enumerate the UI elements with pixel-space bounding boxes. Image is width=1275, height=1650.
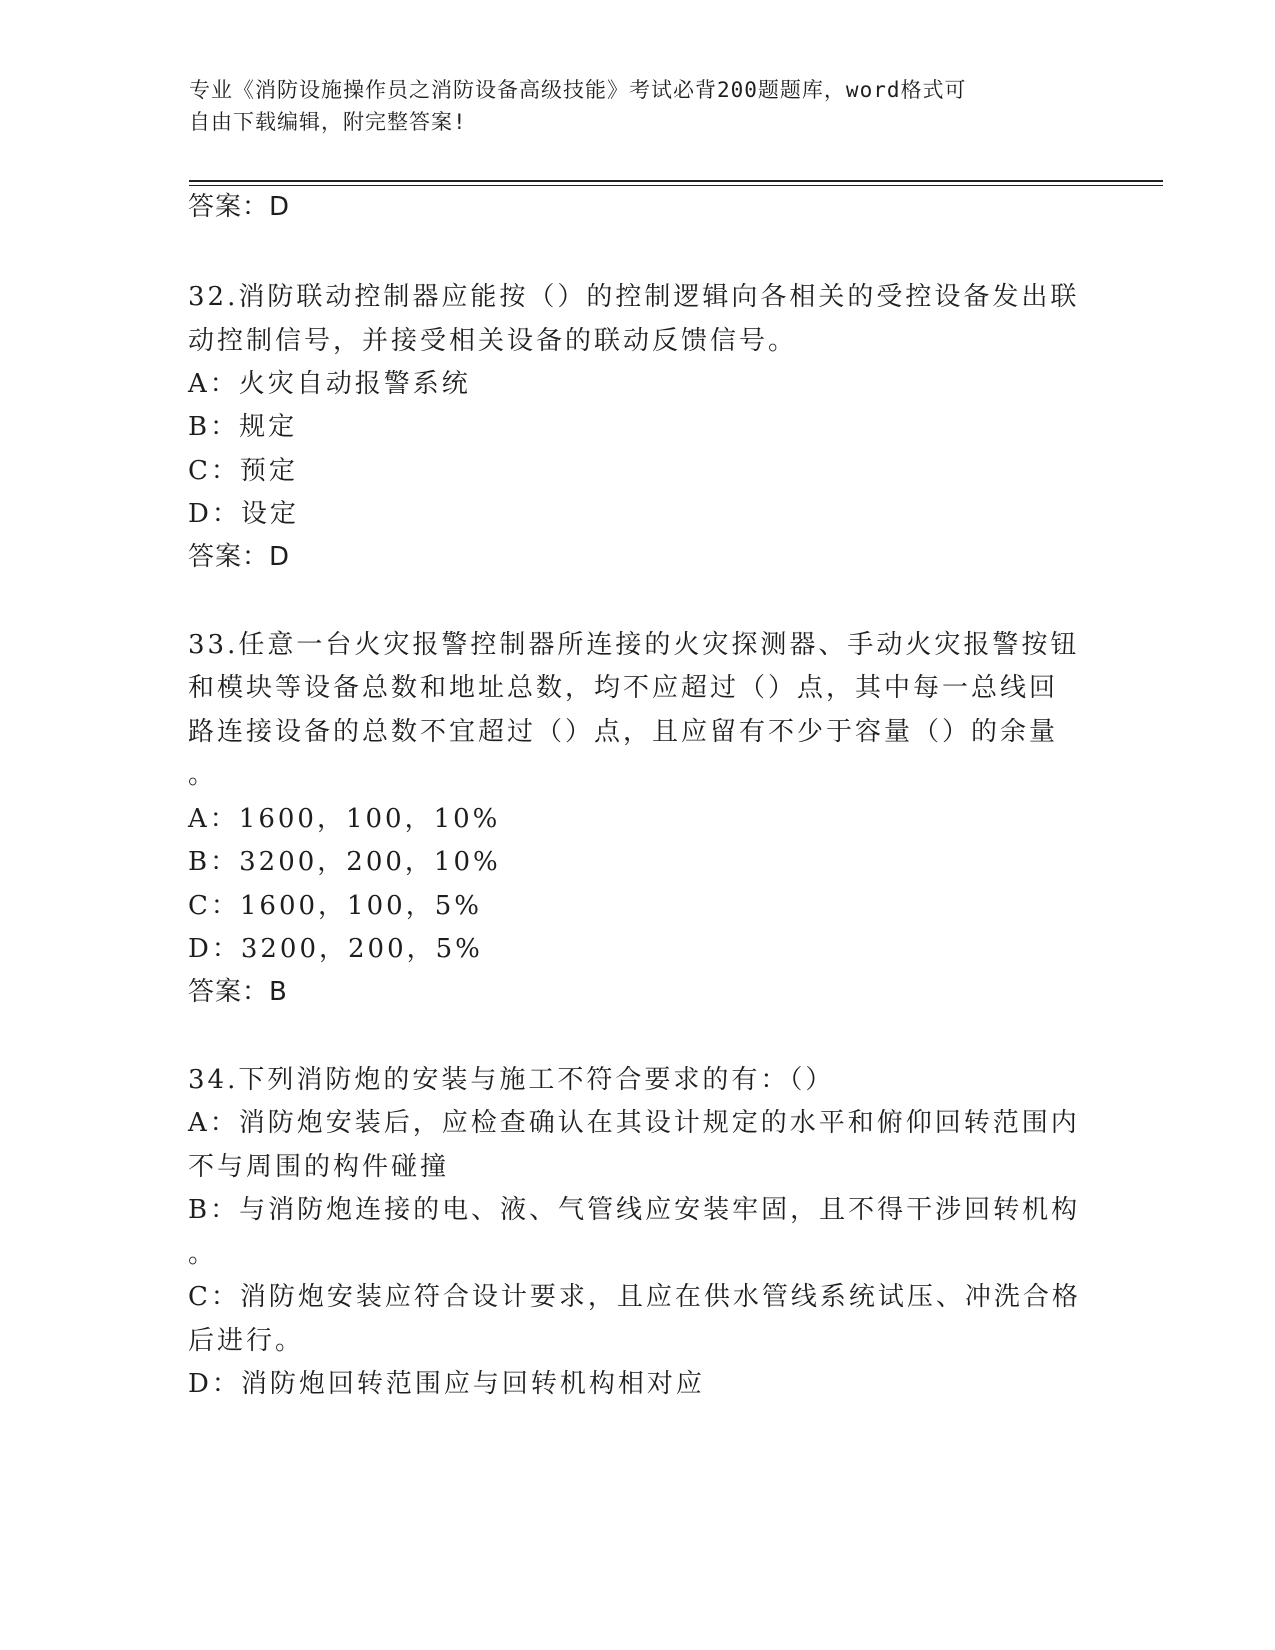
question-33-option-b: B：3200，200，10% (188, 847, 501, 877)
question-33-stem-line-1: 33.任意一台火灾报警控制器所连接的火灾探测器、手动火灾报警按钮 (188, 630, 1080, 660)
question-33-option-d: D：3200，200，5% (188, 934, 483, 964)
answer-31: 答案：D (188, 192, 291, 222)
question-32-stem-line-1: 32.消防联动控制器应能按（）的控制逻辑向各相关的受控设备发出联 (188, 282, 1080, 312)
question-33-stem-line-3: 路连接设备的总数不宜超过（）点，且应留有不少于容量（）的余量 (188, 717, 1059, 747)
document-header (189, 74, 1069, 138)
header-divider-thin (189, 185, 1163, 186)
question-34-option-d: D：消防炮回转范围应与回转机构相对应 (188, 1369, 705, 1399)
question-34-option-a-line-2: 不与周围的构件碰撞 (188, 1152, 450, 1182)
question-32-option-d: D：设定 (188, 499, 299, 529)
question-34-option-b-line-2: 。 (188, 1239, 218, 1269)
question-34-option-b-line-1: B：与消防炮连接的电、液、气管线应安装牢固，且不得干涉回转机构 (188, 1195, 1081, 1225)
question-32-option-b: B：规定 (188, 412, 298, 442)
question-33-option-c: C：1600，100，5% (188, 891, 482, 921)
question-34-stem-line-1: 34.下列消防炮的安装与施工不符合要求的有：（） (188, 1065, 835, 1095)
question-33-stem-line-4: 。 (188, 760, 218, 790)
question-32-stem-line-2: 动控制信号，并接受相关设备的联动反馈信号。 (188, 326, 798, 356)
header-line-1: 专业《消防设施操作员之消防设备高级技能》考试必背200题题库，word格式可 (189, 78, 967, 102)
question-33-option-a: A：1600，100，10% (188, 804, 501, 834)
question-32-answer: 答案：D (188, 542, 291, 572)
question-34-option-c-line-1: C：消防炮安装应符合设计要求，且应在供水管线系统试压、冲洗合格 (188, 1282, 1081, 1312)
question-33-stem-line-2: 和模块等设备总数和地址总数，均不应超过（）点，其中每一总线回 (188, 673, 1059, 703)
question-34-option-a-line-1: A：消防炮安装后，应检查确认在其设计规定的水平和俯仰回转范围内 (188, 1108, 1080, 1138)
question-34-option-c-line-2: 后进行。 (188, 1326, 305, 1356)
question-32-option-a: A：火灾自动报警系统 (188, 369, 471, 399)
question-32-option-c: C：预定 (188, 456, 298, 486)
header-divider-thick (189, 180, 1163, 182)
header-line-2: 自由下载编辑，附完整答案! (189, 110, 467, 134)
question-33-answer: 答案：B (188, 977, 288, 1007)
